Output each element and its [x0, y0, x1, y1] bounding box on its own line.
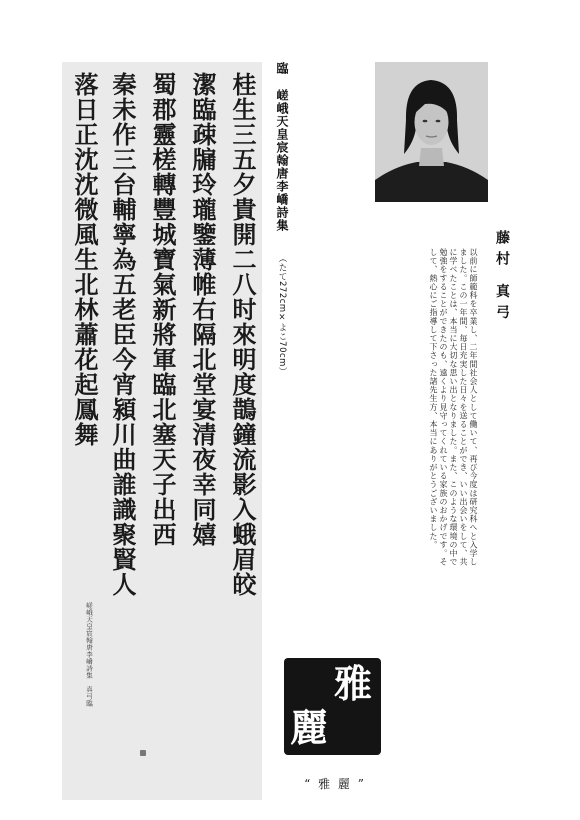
author-biography [338, 248, 478, 568]
seal-character: 雅 [334, 661, 373, 706]
work-title-prefix: 臨 [275, 62, 289, 75]
calligraphy-artwork [62, 62, 262, 800]
seal-character: 麗 [290, 705, 329, 750]
calligraphy-column: 落日正沈沈微風生北林蕭花起鳳舞 [70, 72, 99, 447]
portrait-photo-icon [375, 62, 488, 202]
calligraphy-inscription: 嵯峨天皇宸翰唐李嶠詩集 真弓臨 [85, 602, 93, 707]
artist-seal-mark [140, 750, 146, 756]
calligraphy-column: 蜀郡靈槎轉豐城寶氣新將軍臨北塞天子出西 [148, 72, 177, 547]
seal-stamp [284, 658, 381, 755]
work-title [274, 62, 290, 232]
calligraphy-column: 秦未作三台輔寧為五老臣今宵潁川曲誰識聚賢人 [108, 72, 137, 597]
author-name: 藤村 真弓 [494, 230, 510, 326]
work-title-text: 嵯峨天皇宸翰唐李嶠詩集 [275, 89, 289, 232]
biography-paragraph: 以前に師範科を卒業し、二年間社会人として働いて、再び今度は研究科へと入学しました。この一年間、毎日充実した日々を送ることができ、いい出会いをして、共に学べたことは、本当に大切な思い出となりました。また、このような環境の中で勉強をすることができたのも、遠くより見守ってくれている家族のおかげです。そして、熱心にご指導して下さった諸先生方、本当にありがとうございました。 [429, 248, 478, 567]
calligraphy-column: 潔臨疎牖玲瓏鑒薄帷右隔北堂宴清夜幸同嬉 [188, 72, 217, 547]
author-portrait [375, 62, 488, 202]
work-dimensions: （たて272cm×よこ70cm） [277, 254, 287, 376]
calligraphy-column: 桂生三五夕貴開二八时來明度鵲鐘流影入蛾眉皎 [228, 72, 257, 597]
seal-caption: “ 雅 麗 ” [304, 777, 366, 791]
